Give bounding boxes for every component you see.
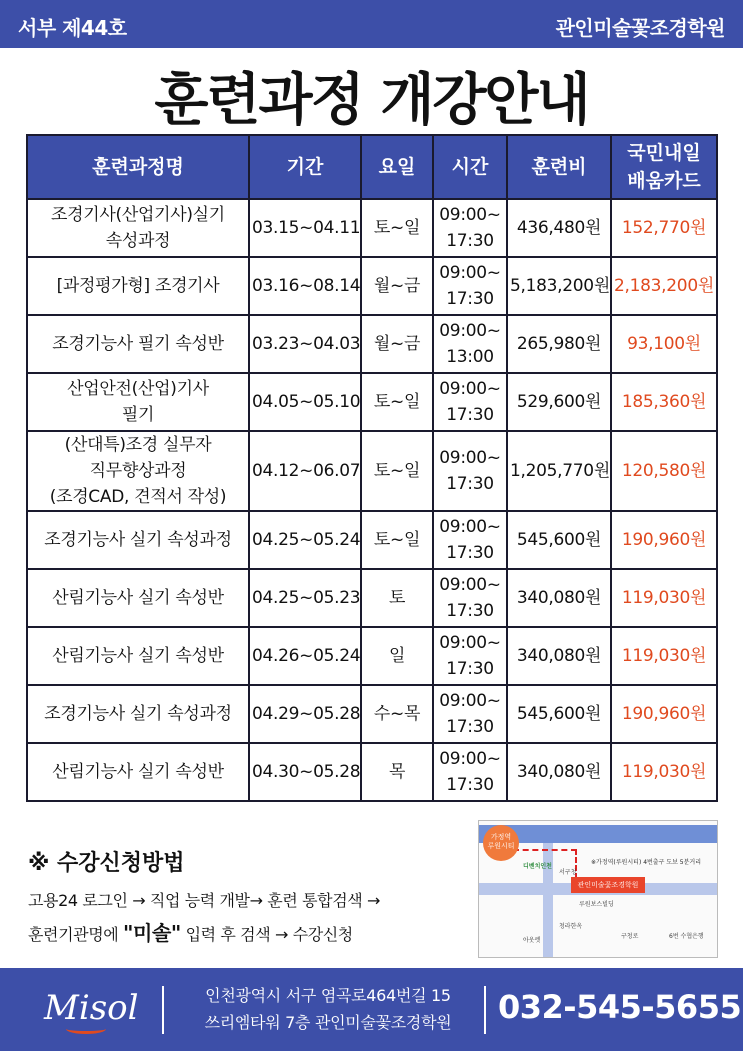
registration-number: 서부 제44호 xyxy=(18,16,127,40)
card-fee-cell: 152,770원 xyxy=(611,199,717,257)
time-cell: 09:00~ 13:00 xyxy=(433,315,507,373)
page-title: 훈련과정 개강안내 xyxy=(154,68,589,133)
days-cell: 토~일 xyxy=(361,431,433,511)
guide-step-2-after: 입력 후 검색 → 수강신청 xyxy=(180,925,353,944)
logo-text: Misol xyxy=(44,988,139,1028)
time-cell: 09:00~ 17:30 xyxy=(433,199,507,257)
table-row xyxy=(27,315,717,373)
table-row xyxy=(27,511,717,569)
card-fee-cell: 119,030원 xyxy=(611,627,717,685)
col-course-name: 훈련과정명 xyxy=(27,135,249,199)
table-header-row xyxy=(27,135,717,199)
card-fee-cell: 185,360원 xyxy=(611,373,717,431)
fee-cell: 545,600원 xyxy=(507,511,611,569)
days-cell: 토~일 xyxy=(361,199,433,257)
address-line-2: 쓰리엠타워 7층 관인미술꽃조경학원 xyxy=(204,1013,452,1032)
days-cell: 일 xyxy=(361,627,433,685)
time-cell: 09:00~ 17:30 xyxy=(433,569,507,627)
card-fee-cell: 2,183,200원 xyxy=(611,257,717,315)
card-fee-cell: 190,960원 xyxy=(611,511,717,569)
map-note: ※가정역(루원시티) 4번출구 도보 5분거리 xyxy=(591,859,702,866)
footer-divider xyxy=(484,986,486,1034)
table-row xyxy=(27,627,717,685)
map-label: 아웃렛 xyxy=(523,937,541,944)
time-cell: 09:00~ 17:30 xyxy=(433,431,507,511)
fee-cell: 265,980원 xyxy=(507,315,611,373)
schedule-table xyxy=(26,134,718,802)
col-time: 시간 xyxy=(433,135,507,199)
map-academy-marker: 관인미술꽃조경학원 xyxy=(571,877,645,893)
time-cell: 09:00~ 17:30 xyxy=(433,257,507,315)
table-row xyxy=(27,743,717,801)
card-fee-cell: 120,580원 xyxy=(611,431,717,511)
fee-cell: 340,080원 xyxy=(507,569,611,627)
misol-logo xyxy=(44,988,138,1028)
guide-step-2-before: 훈련기관명에 xyxy=(28,925,124,944)
col-period: 기간 xyxy=(249,135,361,199)
time-cell: 09:00~ 17:30 xyxy=(433,511,507,569)
phone-number: 032-545-5655 xyxy=(498,988,742,1026)
days-cell: 월~금 xyxy=(361,315,433,373)
map-label: 구청로 xyxy=(621,933,639,940)
time-cell: 09:00~ 17:30 xyxy=(433,373,507,431)
time-cell: 09:00~ 17:30 xyxy=(433,743,507,801)
period-cell: 04.26~05.24 xyxy=(249,627,361,685)
table-row xyxy=(27,199,717,257)
course-name-cell: 조경기능사 실기 속성과정 xyxy=(27,511,249,569)
card-fee-cell: 190,960원 xyxy=(611,685,717,743)
academy-name: 관인미술꽃조경학원 xyxy=(555,16,725,40)
guide-heading: ※ 수강신청방법 xyxy=(28,851,185,876)
map-label: 청라한옥 xyxy=(559,923,583,930)
time-cell: 09:00~ 17:30 xyxy=(433,627,507,685)
footer-divider xyxy=(162,986,164,1034)
course-name-cell: 산림기능사 실기 속성반 xyxy=(27,627,249,685)
fee-cell: 436,480원 xyxy=(507,199,611,257)
card-fee-cell: 119,030원 xyxy=(611,569,717,627)
days-cell: 수~목 xyxy=(361,685,433,743)
course-name-cell: 산림기능사 실기 속성반 xyxy=(27,743,249,801)
period-cell: 04.29~05.28 xyxy=(249,685,361,743)
footer-banner xyxy=(0,968,743,1051)
fee-cell: 1,205,770원 xyxy=(507,431,611,511)
course-name-cell: 조경기사(산업기사)실기 속성과정 xyxy=(27,199,249,257)
period-cell: 04.25~05.23 xyxy=(249,569,361,627)
days-cell: 목 xyxy=(361,743,433,801)
course-name-cell: (산대특)조경 실무자 직무향상과정 (조경CAD, 견적서 작성) xyxy=(27,431,249,511)
top-banner xyxy=(0,0,743,48)
col-card-fee: 국민내일 배움카드 xyxy=(611,135,717,199)
table-row xyxy=(27,257,717,315)
guide-step-1: 고용24 로그인 → 직업 능력 개발→ 훈련 통합검색 → xyxy=(28,891,381,910)
map-label: 루원보스빌딩 xyxy=(579,901,614,908)
logo-swoosh-icon xyxy=(66,1024,106,1034)
search-keyword: "미솔" xyxy=(123,921,181,945)
period-cell: 04.30~05.28 xyxy=(249,743,361,801)
course-name-cell: 조경기능사 필기 속성반 xyxy=(27,315,249,373)
fee-cell: 340,080원 xyxy=(507,627,611,685)
period-cell: 03.16~08.14 xyxy=(249,257,361,315)
days-cell: 월~금 xyxy=(361,257,433,315)
footer-address xyxy=(178,982,478,1036)
days-cell: 토~일 xyxy=(361,373,433,431)
course-name-cell: [과정평가형] 조경기사 xyxy=(27,257,249,315)
table-row xyxy=(27,373,717,431)
card-fee-cell: 93,100원 xyxy=(611,315,717,373)
period-cell: 04.12~06.07 xyxy=(249,431,361,511)
course-name-cell: 조경기능사 실기 속성과정 xyxy=(27,685,249,743)
card-fee-cell: 119,030원 xyxy=(611,743,717,801)
course-name-cell: 산업안전(산업)기사 필기 xyxy=(27,373,249,431)
application-guide xyxy=(28,846,468,951)
days-cell: 토 xyxy=(361,569,433,627)
col-days: 요일 xyxy=(361,135,433,199)
time-cell: 09:00~ 17:30 xyxy=(433,685,507,743)
period-cell: 03.15~04.11 xyxy=(249,199,361,257)
period-cell: 04.25~05.24 xyxy=(249,511,361,569)
address-line-1: 인천광역시 서구 염곡로464번길 15 xyxy=(205,986,451,1005)
fee-cell: 5,183,200원 xyxy=(507,257,611,315)
fee-cell: 545,600원 xyxy=(507,685,611,743)
days-cell: 토~일 xyxy=(361,511,433,569)
period-cell: 03.23~04.03 xyxy=(249,315,361,373)
location-map xyxy=(478,820,718,958)
guide-step-2 xyxy=(28,917,468,951)
table-row xyxy=(27,685,717,743)
table-row xyxy=(27,569,717,627)
map-label: 디벤치인천 xyxy=(523,863,552,870)
map-station-marker: 가정역 루원시티 xyxy=(483,825,519,861)
col-fee: 훈련비 xyxy=(507,135,611,199)
table-row xyxy=(27,431,717,511)
fee-cell: 529,600원 xyxy=(507,373,611,431)
fee-cell: 340,080원 xyxy=(507,743,611,801)
map-label: 서구청 xyxy=(559,869,577,876)
course-name-cell: 산림기능사 실기 속성반 xyxy=(27,569,249,627)
map-label: 6번 수협은행 xyxy=(669,933,704,940)
period-cell: 04.05~05.10 xyxy=(249,373,361,431)
